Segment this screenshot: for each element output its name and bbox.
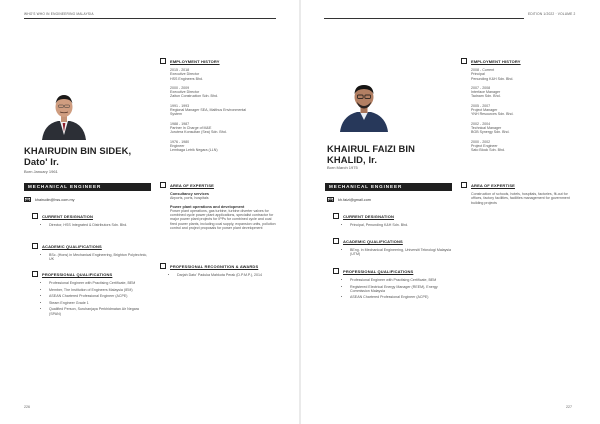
expertise-text: Airports, ports, hospitals xyxy=(170,196,209,201)
right-portrait xyxy=(324,72,404,132)
square-marker-icon xyxy=(160,263,166,269)
job-role: Principal xyxy=(471,72,485,77)
list-item: • Principal, Penunding K&H Sdn. Bhd. xyxy=(350,223,451,227)
left-name-line1: KHAIRUDIN BIN SIDEK, xyxy=(24,145,132,156)
job-company: Lembaga Letrik Negara (LLN) xyxy=(170,148,218,153)
right-employment-history xyxy=(461,58,579,157)
right-academic-qualifications xyxy=(333,238,451,259)
left-header-rule xyxy=(24,18,276,19)
job-entry xyxy=(471,86,579,99)
list-item: • Qualified Person, Suruhanjaya Perkhidmatan Air Negara (SPAN) xyxy=(49,307,150,316)
left-email-row xyxy=(24,197,75,202)
left-employment-history xyxy=(160,58,278,157)
job-entry xyxy=(471,104,579,117)
page-gutter xyxy=(299,0,301,424)
section-title: PROFESSIONAL QUALIFICATIONS xyxy=(343,268,414,274)
left-name-line2: Dato' Ir. xyxy=(24,155,59,167)
right-running-header: EDITION 1/2022 · VOLUME 2 xyxy=(528,12,576,16)
left-running-header: WHO'S WHO IN ENGINEERING MALAYSIA xyxy=(24,12,94,16)
right-birth-date: Born March 1975 xyxy=(327,165,358,170)
job-company: Sato Block Sdn. Bhd. xyxy=(471,148,505,153)
left-person-name xyxy=(24,146,131,167)
list-item: • Director, HSS Integrated & Distributors Sdn. Bhd. xyxy=(49,223,150,227)
square-marker-icon xyxy=(333,268,339,274)
job-years: 2002 - 2004 xyxy=(471,121,491,126)
job-company: BGB Synergy Sdn. Bhd. xyxy=(471,130,510,135)
job-company: HSS Engineers Bhd. xyxy=(170,76,203,81)
section-title: CURRENT DESIGNATION xyxy=(343,213,394,219)
left-recognition-awards xyxy=(160,263,278,280)
job-company: System xyxy=(170,112,182,117)
right-email[interactable]: kh.faizi@gmail.com xyxy=(338,197,371,202)
square-marker-icon xyxy=(461,58,467,64)
list-item: • BSc. (Hons) in Mechanical Engineering, Brighton Polytechnic, UK xyxy=(49,253,150,262)
job-company: Tadnam Sdn. Bhd. xyxy=(471,94,501,99)
job-years: 2000 - 2009 xyxy=(170,85,190,90)
job-role: Engineer xyxy=(170,143,185,148)
expertise-block xyxy=(471,192,579,205)
list-item: • Darjah Dato' Paduka Mahkota Perak (D.P.M.P.), 2014 xyxy=(177,273,278,277)
left-current-designation xyxy=(32,213,150,230)
job-role: Regional Manager SEA, Malthus Environmental xyxy=(170,108,247,113)
job-years: 1976 - 1980 xyxy=(170,139,190,144)
job-role: Technical Manager xyxy=(471,125,502,130)
expertise-title: Power plant operations and development xyxy=(170,204,245,209)
right-person-name xyxy=(327,144,415,165)
square-marker-icon xyxy=(32,243,38,249)
left-area-of-expertise xyxy=(160,182,278,234)
left-email[interactable]: khairudin@hss.com.my xyxy=(35,197,75,202)
left-role-band: MECHANICAL ENGINEER xyxy=(24,183,151,191)
job-company: YNH Resources Sdn. Bhd. xyxy=(471,112,514,117)
job-years: 1991 - 1993 xyxy=(170,103,190,108)
right-current-designation xyxy=(333,213,451,230)
job-entry xyxy=(170,122,278,135)
list-item: • Member, The Institution of Engineers Malaysia (IEM) xyxy=(49,288,150,292)
expertise-block xyxy=(170,205,278,231)
section-title: PROFESSIONAL QUALIFICATIONS xyxy=(42,271,113,277)
list-item: • Professional Engineer with Practising Certificate, BEM xyxy=(350,278,451,282)
section-title: AREA OF EXPERTISE xyxy=(170,182,214,188)
job-company: Jurutera Konsultan (Sea) Sdn. Bhd. xyxy=(170,130,227,135)
envelope-icon xyxy=(24,197,31,202)
job-entry xyxy=(170,86,278,99)
job-years: 2000 - 2002 xyxy=(471,139,491,144)
square-marker-icon xyxy=(461,182,467,188)
square-marker-icon xyxy=(32,213,38,219)
right-professional-qualifications xyxy=(333,268,451,302)
list-item: • Steam Engineer Grade 1 xyxy=(49,301,150,305)
right-name-line2: KHALID, xyxy=(327,153,366,165)
section-title: CURRENT DESIGNATION xyxy=(42,213,93,219)
job-entry xyxy=(170,104,278,117)
job-entry xyxy=(170,140,278,153)
left-academic-qualifications xyxy=(32,243,150,264)
square-marker-icon xyxy=(333,238,339,244)
right-header-rule xyxy=(324,18,524,19)
expertise-text: Construction of schools, hotels, hospitals, factories, fit-out for offices, factory facilities, facilities management for government building projects xyxy=(471,192,570,205)
job-role: Interface Manager xyxy=(471,90,501,95)
job-years: 2007 - 2008 xyxy=(471,85,491,90)
envelope-icon xyxy=(327,197,334,202)
list-item: • BEng. in Mechanical Engineering, Universiti Teknologi Malaysia (UTM) xyxy=(350,248,451,257)
job-years: 2008 - Current xyxy=(471,68,495,72)
job-years: 2005 - 2007 xyxy=(471,103,491,108)
list-item: • Registered Electrical Energy Manager (REEM), Energy Commission Malaysia xyxy=(350,285,451,294)
section-title: PROFESSIONAL RECOGNITION & AWARDS xyxy=(170,263,259,269)
job-role: Executive Director xyxy=(170,72,200,77)
list-item: • ASEAN Chartered Professional Engineer (ACPE) xyxy=(350,295,451,299)
right-area-of-expertise xyxy=(461,182,579,209)
section-title: AREA OF EXPERTISE xyxy=(471,182,515,188)
list-item: • Professional Engineer with Practising Certificate, BEM xyxy=(49,281,150,285)
section-title: EMPLOYMENT HISTORY xyxy=(471,58,521,64)
job-years: 2015 - 2018 xyxy=(170,68,190,72)
right-name-line1: KHAIRUL FAIZI BIN xyxy=(327,143,415,154)
square-marker-icon xyxy=(32,271,38,277)
job-years: 1988 - 1987 xyxy=(170,121,190,126)
expertise-block xyxy=(170,192,278,201)
expertise-title: Consultancy services xyxy=(170,192,210,196)
job-role: Project Manager xyxy=(471,108,498,113)
job-company: Penunding K&H Sdn. Bhd. xyxy=(471,76,514,81)
left-professional-qualifications xyxy=(32,271,150,318)
expertise-text: Power plant operations, gas turbine, turbine diverter valves for combined cycle power plant applications, specialist contractor for major power plant projects for IPPs for combined cycle and coal fired power plants, including coal supply, expansion units, pollution control and project proposals for power plant development xyxy=(170,208,276,231)
left-page-number: 226 xyxy=(24,405,30,409)
right-name-suffix: Ir. xyxy=(368,153,378,165)
job-company: Zaitun Construction Sdn. Bhd. xyxy=(170,94,218,99)
square-marker-icon xyxy=(160,182,166,188)
right-page-number: 227 xyxy=(566,405,572,409)
left-birth-date: Born January 1961 xyxy=(24,169,58,174)
job-role: Partner In Charge of M&E xyxy=(170,125,212,130)
section-title: ACADEMIC QUALIFICATIONS xyxy=(42,243,102,249)
job-entry xyxy=(471,122,579,135)
list-item: • ASEAN Chartered Professional Engineer (ACPE) xyxy=(49,294,150,298)
job-entry xyxy=(170,68,278,81)
square-marker-icon xyxy=(333,213,339,219)
square-marker-icon xyxy=(160,58,166,64)
section-title: ACADEMIC QUALIFICATIONS xyxy=(343,238,403,244)
left-portrait xyxy=(24,80,104,140)
right-role-band: MECHANICAL ENGINEER xyxy=(325,183,452,191)
section-title: EMPLOYMENT HISTORY xyxy=(170,58,220,64)
job-entry xyxy=(471,68,579,81)
job-entry xyxy=(471,140,579,153)
job-role: Executive Director xyxy=(170,90,200,95)
right-email-row xyxy=(327,197,371,202)
job-role: Project Engineer xyxy=(471,143,498,148)
